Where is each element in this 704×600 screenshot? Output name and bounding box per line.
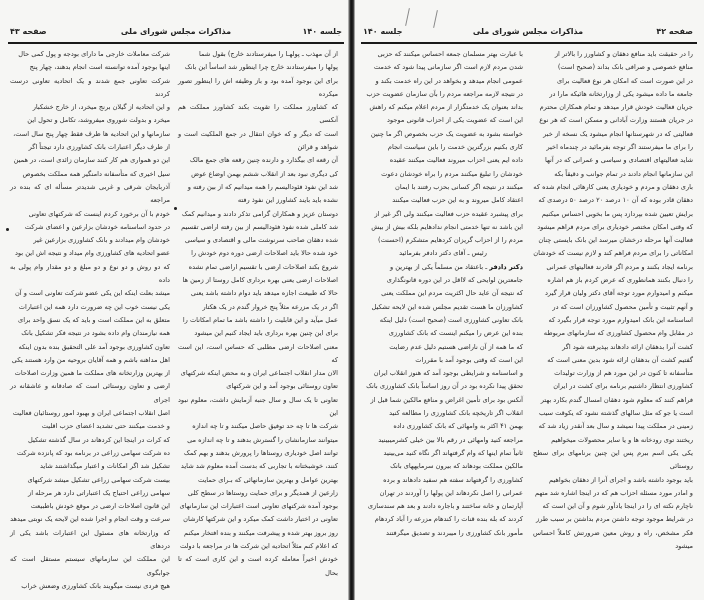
text-line: را در حقیقت باید منافع دهقان و کشاورز را بالاتر از	[554, 50, 693, 58]
text-line: و خدمت میکنند حتی تشدید اعضای حزب اقلیت	[41, 422, 170, 431]
text-line: کشت آنرا بدهقان ارائه دادهاند بپذیرفته شود اگر	[562, 342, 693, 351]
text-line: بانک تعاونی کشاورزی است (صحیح است) دلیل اینکه	[379, 315, 523, 324]
text-line: که کشاورز مملکت را تقویت بکند کشاورز مملکت هم آنکسی	[178, 103, 338, 125]
text-line: جامعترین لوایحی که لااقل در این دوره قانونگذاری	[386, 276, 523, 285]
text-line: روز بروز بهتر شده و پیشرفت میکنند و بنده افتخار میکنم	[184, 528, 338, 537]
margin-mark	[174, 207, 177, 210]
text-line: که وقتی امکان مختصر خودیاری برای مردم فراهم میشود	[537, 222, 693, 231]
text-line: شده دهقان صاحب سرنوشت مالی و اقتصادی و سیاسی	[184, 236, 338, 245]
text-line: کاری بکنیم بزرگترین خدمت را باین سیاست انجام	[387, 143, 523, 152]
text-line: عمومی انجام میدهد و بخواهد در این راه خدمت بکند و	[375, 76, 523, 85]
text-line: باید بوجود داشته باشد و اجرای آنرا از دهقان بخواهیم	[549, 475, 693, 484]
text-line: از طرف دیگر اعتبارات بانک کشاورزی دارد تیجتاً اگر	[28, 143, 170, 152]
text-line: خودش اخیراً معامله کرده است و این کاری است که تا بحال	[178, 555, 338, 577]
text-line: تحقق پیدا نکرده بود در آن روز اساساً بانک کشاورزی بانک	[366, 382, 523, 391]
text-line: کشاورزان ما هست تقدیم مجلس شده این لایحه تشکیل	[371, 302, 523, 311]
text-line: پولها را میفرستادند خارج چرا اینطور شد اساساً این بانک	[184, 63, 338, 72]
text-line: اگر در یک مزرعه مثلاً پنج خروار گندم در یک هکتار	[202, 302, 338, 311]
text-line: برایش تعیین شده بپردازد پس ما بخوبی احساس میکنیم	[541, 209, 693, 218]
text-line: است یا جو که مثل سالهای گذشته نشود که یکوقت سیب	[539, 409, 693, 418]
text-line: شاید فعالیتهای اقتصادی و سیاسی و عمرانی که در آنها	[544, 156, 693, 165]
text-line: برای این بوجود آمده بود و باز وظیفه اش را اینطور تصور میکرده	[178, 76, 338, 98]
text-line: که اعلام کنم مثلاً اتحادیه این شرکت ها در مراجعه با دولت	[179, 541, 338, 550]
text-line: خواسته بشود به عضویت یک حزب بخصوص اگر ما چنین	[370, 129, 523, 138]
text-line: در شرایط موجود توجه داشتن مردم بداشتن بر سبب طرز	[536, 515, 693, 524]
text-line: بوجود آمده شرکتهای تعاونی است اعتبارات این سازمانهای	[179, 502, 338, 511]
header-rule	[361, 42, 697, 44]
text-line: ناچارم نکته ای را در اینجا یادآور شوم و آن این است که	[542, 502, 693, 511]
left-page-column-right	[178, 48, 338, 580]
text-line: بداند بعنوان یک خدمتگزار از مردم اعلام میکنم که راهش	[369, 103, 523, 112]
text-line: آنکس بود برای تأمین اغراض و منافع مالکین شما قبل از	[370, 395, 523, 404]
text-line: تعاون کشاورزی بوجود آمد علی التحقیق بنده بدون اینکه	[18, 342, 170, 351]
text-line: و اساسنامه و شرایطی بوجود آمد که هنوز انقلاب ایران	[373, 369, 523, 378]
text-line: ده شرکت سهامی زراعی در برنامه بود که پانزده شرکت	[16, 448, 170, 457]
header-rule	[8, 42, 344, 44]
text-line: شدن مردم لازم است اگر سازمانی پیدا شود که خدمت	[373, 63, 523, 72]
text-line: تعاون روستائی بوجود آمد و این شرکتهای	[226, 382, 338, 391]
page-number: صفحه ۴۲	[656, 27, 693, 36]
book-gutter	[348, 0, 355, 600]
text-line: اهل مداهنه باشم و همه آقایان بروحیه من وارد هستند یکی	[11, 355, 170, 364]
text-line: از بهترین وزارتخانه های مملکت ما همین وزارت اصلاحات	[14, 369, 170, 378]
text-line: امکاناتی را برای مردم فراهم کند و لازم نیست که خودشان	[533, 249, 693, 258]
text-line: دهقان قادر بوده که آن ۱۰ درصد ۲۰ درصد ۵۰ درصدی که	[538, 196, 693, 205]
right-page-column-right	[533, 48, 693, 553]
text-line: فراهم کنند که معلوم شود دهقان امسال گندم بکارد بهتر	[540, 395, 693, 404]
pen-mark	[405, 8, 410, 26]
text-line: شرکت ها تا چه حد توفیق حاصل میکنند و تا چه اندازه	[192, 422, 338, 431]
text-line: را برای ما میفرستند اگر توجه بفرمائید در چندماه اخیر	[546, 143, 693, 152]
text-line: هیچ فردی نیست میگویند بانک کشاورزی وضعش خراب	[21, 581, 170, 590]
text-line: کردند که بله بنده قنات را کندهام مزرعه را آباد کردهام	[374, 515, 523, 524]
right-page	[355, 0, 704, 600]
text-line: برای این چنین بهره برداری باید ایجاد کنیم این میشود	[194, 329, 338, 338]
text-line: فعالیت آنها مرحله درخشان میرسد این بانک بایستی چنان	[538, 236, 693, 245]
text-line: توانند اصل خودیاری روستاها را پرورش بدهند و بهم کمک	[183, 448, 338, 457]
left-page	[0, 0, 349, 600]
text-line: برنامه ایجاد بکنند و مردم اگر قادرند فعالیتهای عمرانی	[546, 262, 693, 271]
text-line: باعتقاد من مسلماً یکی از بهترین و	[389, 262, 484, 271]
text-line: سیل اخیری که متأسفانه دامنگیر همه مملکت بخصوص	[22, 169, 170, 178]
margin-mark	[6, 228, 9, 231]
left-page-column-left	[10, 48, 170, 593]
text-line: ثانیاً تمام اینها که وام گرفتهاند اگر نگاه کنید می‌بینید	[383, 448, 523, 457]
text-line: این است که عضویت یکی از احزاب قانونی موجود	[387, 116, 523, 125]
text-line: کی دیگری نبود بعد از انقلاب ششم بهمن اوضاع عوض	[191, 169, 338, 178]
text-line: این قانون اصلاحات ارضی در موقع خودش باطبیعت	[30, 502, 170, 511]
text-line: حالا که طبیعت اجازه میدهد باید دوام داشته باشد یعنی	[190, 289, 338, 298]
text-line: جامعه ما داده میشود یکی از وزارتخانه هائیکه مارا در	[549, 89, 693, 98]
text-line: یکی نیست خوب این چه ضرورت دارد همه این اعتبارات	[18, 302, 170, 311]
text-line: و آنهم تثبیت و تأمین محصول کشاورزان است که در	[552, 302, 693, 311]
text-line: شد این نفوذ فئودالیسم را همه میدانیم که از بین رفته و	[187, 182, 338, 191]
text-line: ریختند توی رودخانه ها و یا سایر محصولات میخواهیم	[551, 435, 693, 444]
text-line: بهترین عوامل و بهترین سازمانهائی که بـرای حمایت	[197, 475, 338, 484]
text-line: خودم با آن برخورد کردم اینست که شرکتهای تعاونی	[28, 209, 170, 218]
text-line: زمینی در مملکت پیدا نمیشد و سال بعد آنقدر زیاد شد که	[538, 422, 693, 431]
text-line: که دو روش و دو نوع و دو مبلغ و دو مقدار وام پولی به داده	[10, 262, 170, 285]
text-line: خود شده حالا باید اصلاحات ارضی دوره دوم خودش را	[191, 249, 338, 258]
text-line: با عبارت بهتر مسلمان جمعه احساس میکنند که حزبی	[377, 50, 523, 58]
text-line: انقلاب اگر تاریخچه بانک کشاورزی را مطالعه کنید	[389, 409, 523, 418]
text-line: این دو همواری هم کار کنند سازمان زائدی است، در همین	[13, 156, 170, 165]
text-line: را دنبال بکنند همانطوری که عرض کردم باز هم اشاره	[547, 276, 693, 285]
text-line: بنده این عرض را میکنم اینست که بانک کشاورزی	[388, 329, 523, 338]
text-line: است که دیگر و که خوان انتقال در جمع الملکیت است و شواهد و قرائن	[178, 129, 338, 152]
chair-line: رئیس ـ آقای دکتر دادفر بفرمائید	[399, 249, 487, 258]
text-line: و امادر مورد مسئله احزاب هم که در اینجا اشاره شد متهم	[534, 488, 693, 497]
text-line: این مملکت این سازمانهای سیستم مستقل است که جوابگوی	[10, 555, 170, 577]
text-line: این باشد نه تنها خدمتی انجام ندادهایم بلکه بیش از بیش	[371, 222, 523, 231]
text-line: این سازمانها انجام دادند در تمام جوانب و دقیقاً بکه	[554, 169, 693, 178]
text-line: منافع خصوصی و صرافی بانک بداند (صحیح است)	[557, 63, 693, 72]
pen-mark	[433, 10, 438, 28]
text-line: زارعین از همدیگر و برای حمایت روستاها در سطح کلی	[187, 488, 338, 497]
text-line: همه نیازمندان وام داده بشود در نتیجه فکر تشکیل بانک	[21, 329, 170, 338]
text-line: عمل میآید و این قابلیت را داشته باشد ما تمام امکانات را	[182, 315, 338, 324]
text-line: اصلاحات ارضی یعنی بهره برداری کامل روستا از زمین ها	[182, 276, 338, 285]
text-line: میتوانند سازمانشان را گسترش بدهند و تا چه اندازه می	[187, 435, 338, 444]
text-line: فعالیتی که در شهرستانها انجام میشود یک نسخه از خبر	[543, 129, 693, 138]
text-line: در مقابل وام محصول کشاورزی که سازمانهای مربوطه	[543, 329, 693, 338]
text-line: کشاورزی انتظار داشتیم برنامه برای کشت در ایران	[553, 382, 693, 391]
text-line: مأمور بانک کشاورزی را میبردند و تصدیق میگرفتند	[386, 528, 523, 537]
text-line: باری دهقان و مردم و خودیاری یعنی کارهائی انجام شده که	[533, 182, 693, 191]
text-line: آذربایجان شرقی و غربی شدیدتر مسأله ای که بنده در مراجعه	[10, 182, 170, 205]
text-line: در حدود اساسنامه خودشان بزارعین و اعضای شرکت	[24, 222, 170, 231]
page-number: صفحه ۴۳	[10, 27, 47, 36]
text-line: اینها بوجود آمده توانسته است انجام بدهند، چهار پنج	[29, 63, 170, 72]
text-line: که نتیجه آن عاید حال اکثریت مردم این مملکت یعنی	[381, 289, 523, 298]
text-line: سرعت و وقت انجام و اجرا شده این لایحه یک نوبتی میدهد	[10, 515, 170, 524]
speech-paragraph: دکتر دادفر ـ باعتقاد من مسلماً یکی از بهترین و	[389, 262, 523, 271]
running-title: مذاکرات مجلس شورای ملی	[120, 27, 232, 36]
text-line: اصل انقلاب اجتماعی ایران و بهبود امور روستائیان فعالیت	[12, 409, 170, 418]
text-line: کشاورزی را گرفتهاند سفته هم سفید دادهاند و برده	[383, 475, 523, 484]
text-line: آپارتمان و خانه ساختند و باجاره دادند و بعد هم سندسازی	[367, 502, 523, 511]
speaker-name: دکتر دادفر	[489, 262, 523, 271]
text-line: تعاونی تا یک سال و سال جنبه آزمایش داشت، معلوم نبود این	[178, 395, 338, 418]
text-line: این است که وقتی بوجود آمد با مقررات	[415, 355, 523, 364]
text-line: سهامی زراعی احتیاج یک اعتباراتی دارد هر مرحله از	[28, 488, 170, 497]
session-label: جلسه ۱۴۰	[363, 27, 403, 36]
right-page-column-left	[363, 48, 523, 540]
text-line: آن رقعه ای بیگذارد و دارنده چنین رقعه های جمع مالک	[189, 156, 338, 165]
text-line: اساسنامه این بانک امیدوارم مورد توجه قرار بگیرد که	[548, 315, 693, 324]
session-label: جلسه ۱۴۰	[302, 27, 342, 36]
text-line: تشکیل شد اگر امکانات و اعتبار میگذاشتند شاید	[39, 462, 170, 471]
text-line: کنند، خوشبختانه با تجاربی که بدست آمده معلوم شد شاید	[180, 462, 338, 471]
text-line: داده ایم یعنی احزاب میروند فعالیت میکنند عقیده	[389, 156, 523, 165]
text-line: بهمن ۴۱ اکثر به وامهائی که بانک کشاورزی داده	[393, 422, 523, 431]
text-line: فکر مشخص، راه و روش معین ضرورتش کاملاً احساس میشود	[533, 528, 693, 550]
text-line: مالکین مملکت بودهاند که بیرون سرمایههای بانک	[390, 462, 523, 471]
text-line: گفتیم کشت آن بدهقان ارائه شود بدین معنی است که	[547, 355, 693, 364]
text-line: ارضی و تعاون روستائی است که صادقانه و عاشقانه در اجرای	[10, 382, 170, 404]
text-line: متأسفانه تا کنون در این مورد هم از وزارت تولیدات	[554, 369, 693, 378]
text-line: شرکت معاملات خارجی ما دارای بودجه و پول کمی حال	[18, 50, 170, 58]
text-line: در نتیجه لازمه مراجعه مردم را بآن سازمان عضویت حزب	[366, 89, 523, 98]
text-line: عضو اتحادیه های کشاورزی وام میداد و نتیجه اش این بود	[14, 249, 170, 258]
text-line: معنی اصلاحات ارضی مطلبی که حساس است، این است که	[178, 342, 338, 364]
text-line: خودشان وام میدادند و بانک کشاورزی بزارعین غیر	[33, 236, 170, 245]
right-page-header	[363, 27, 693, 39]
text-line: میشد بعلت اینکه این یکی عضو شرکت تعاونی است و آن	[14, 289, 170, 298]
text-line: متعلق به این مملکت است و باید که یک نسق واحد برای	[18, 315, 170, 324]
text-line: عمرانی را اصل نکردهاند این پولها را آوردند در تهران	[379, 488, 523, 497]
text-line: اعتقاد کامل میروند و به این حزب فعالیت میکنند	[392, 196, 523, 205]
text-line: میکنم و امیدوارم مورد توجه آقای دکتر ولیان قرار گیرد	[545, 289, 693, 298]
text-line: که کرات در اینجا این کردهاند در سال گذشته تشکیل	[27, 435, 170, 444]
text-line: الان مدار انقلاب اجتماعی ایران و به محض اینکه شرکتهای	[180, 369, 338, 378]
text-line: در جریان هستند وزارت آبادانی و مسکن است که هر نوع	[539, 116, 693, 125]
text-line: برای پیشبرد عقیده حزب فعالیت میکنند ولی اگر غیر از	[374, 209, 523, 218]
text-line: که وزارتخانه های مسئول این اعتبارات باشد یکی از دردهای	[10, 528, 170, 550]
text-line: جریان فعالیت خودش قرار میدهد و تمام همکاران محترم	[539, 103, 693, 112]
text-line: نشده باید بایند کشاورز این نفوذ رفته	[237, 196, 338, 205]
left-page-header	[10, 27, 342, 39]
text-line: شرکت تعاونی جمع شدند و یک اتحادیه تعاونی درست کردند	[10, 76, 170, 98]
text-line: و این اتحادیه از گیلان برنج میخرد، از خارج خشکبار	[32, 103, 170, 112]
text-line: شد کاملی شده نفوذ فئودالیسم از بین رفته اراضی تقسیم	[181, 222, 338, 231]
running-title: مذاکرات مجلس شورای ملی	[472, 27, 584, 36]
text-line: دوستان عزیز و همکاران گرامی تذکر دادند و میدانیم کمک	[181, 209, 338, 218]
text-line: تعاونی در اختیار داشت کمک میکرد و این شرکتها کارشان	[183, 515, 338, 524]
text-line: شروع بکند اصلاحات ارضی با تقسیم اراضی تمام نشده	[188, 262, 338, 271]
text-line: خودشان را تبلیغ میکنند مردم را براه خودشان دعوت	[381, 169, 523, 178]
text-line: میخرد و بدولت شوروی میفروشد، تکامل و تحول این	[27, 116, 170, 125]
text-line: بیست شرکت سهامی زراعی تشکیل میشد شرکتهای	[27, 475, 170, 484]
text-line: که ما همه از آن ناراضی هستیم دلیل عدم رضایت	[389, 342, 523, 351]
text-line: یکی یکی اسم ببرم پس این چنین برنامهای برای سطح روستائی	[533, 448, 693, 471]
text-line: سازمانها و این اتحادیه ها ظرف فقط چهار پنج سال است،	[13, 129, 170, 138]
text-line: میکنند در نتیجه اگر کسانی بحزب رفتند با ایمان	[395, 182, 523, 191]
text-line: از آن مهذب ـ پولهـا را میفرستادند خارج) بقول شما	[198, 50, 338, 58]
text-line: مردم را از احزاب گریزان کردهایم متشکرم (احسنت)	[378, 236, 523, 245]
text-line: مراجعه کنید وامهائی در رقم بالا بین خیلی کشرمیبینید	[378, 435, 523, 444]
text-line: در این صورت است که امکان هر نوع فعالیت برای	[556, 76, 693, 85]
